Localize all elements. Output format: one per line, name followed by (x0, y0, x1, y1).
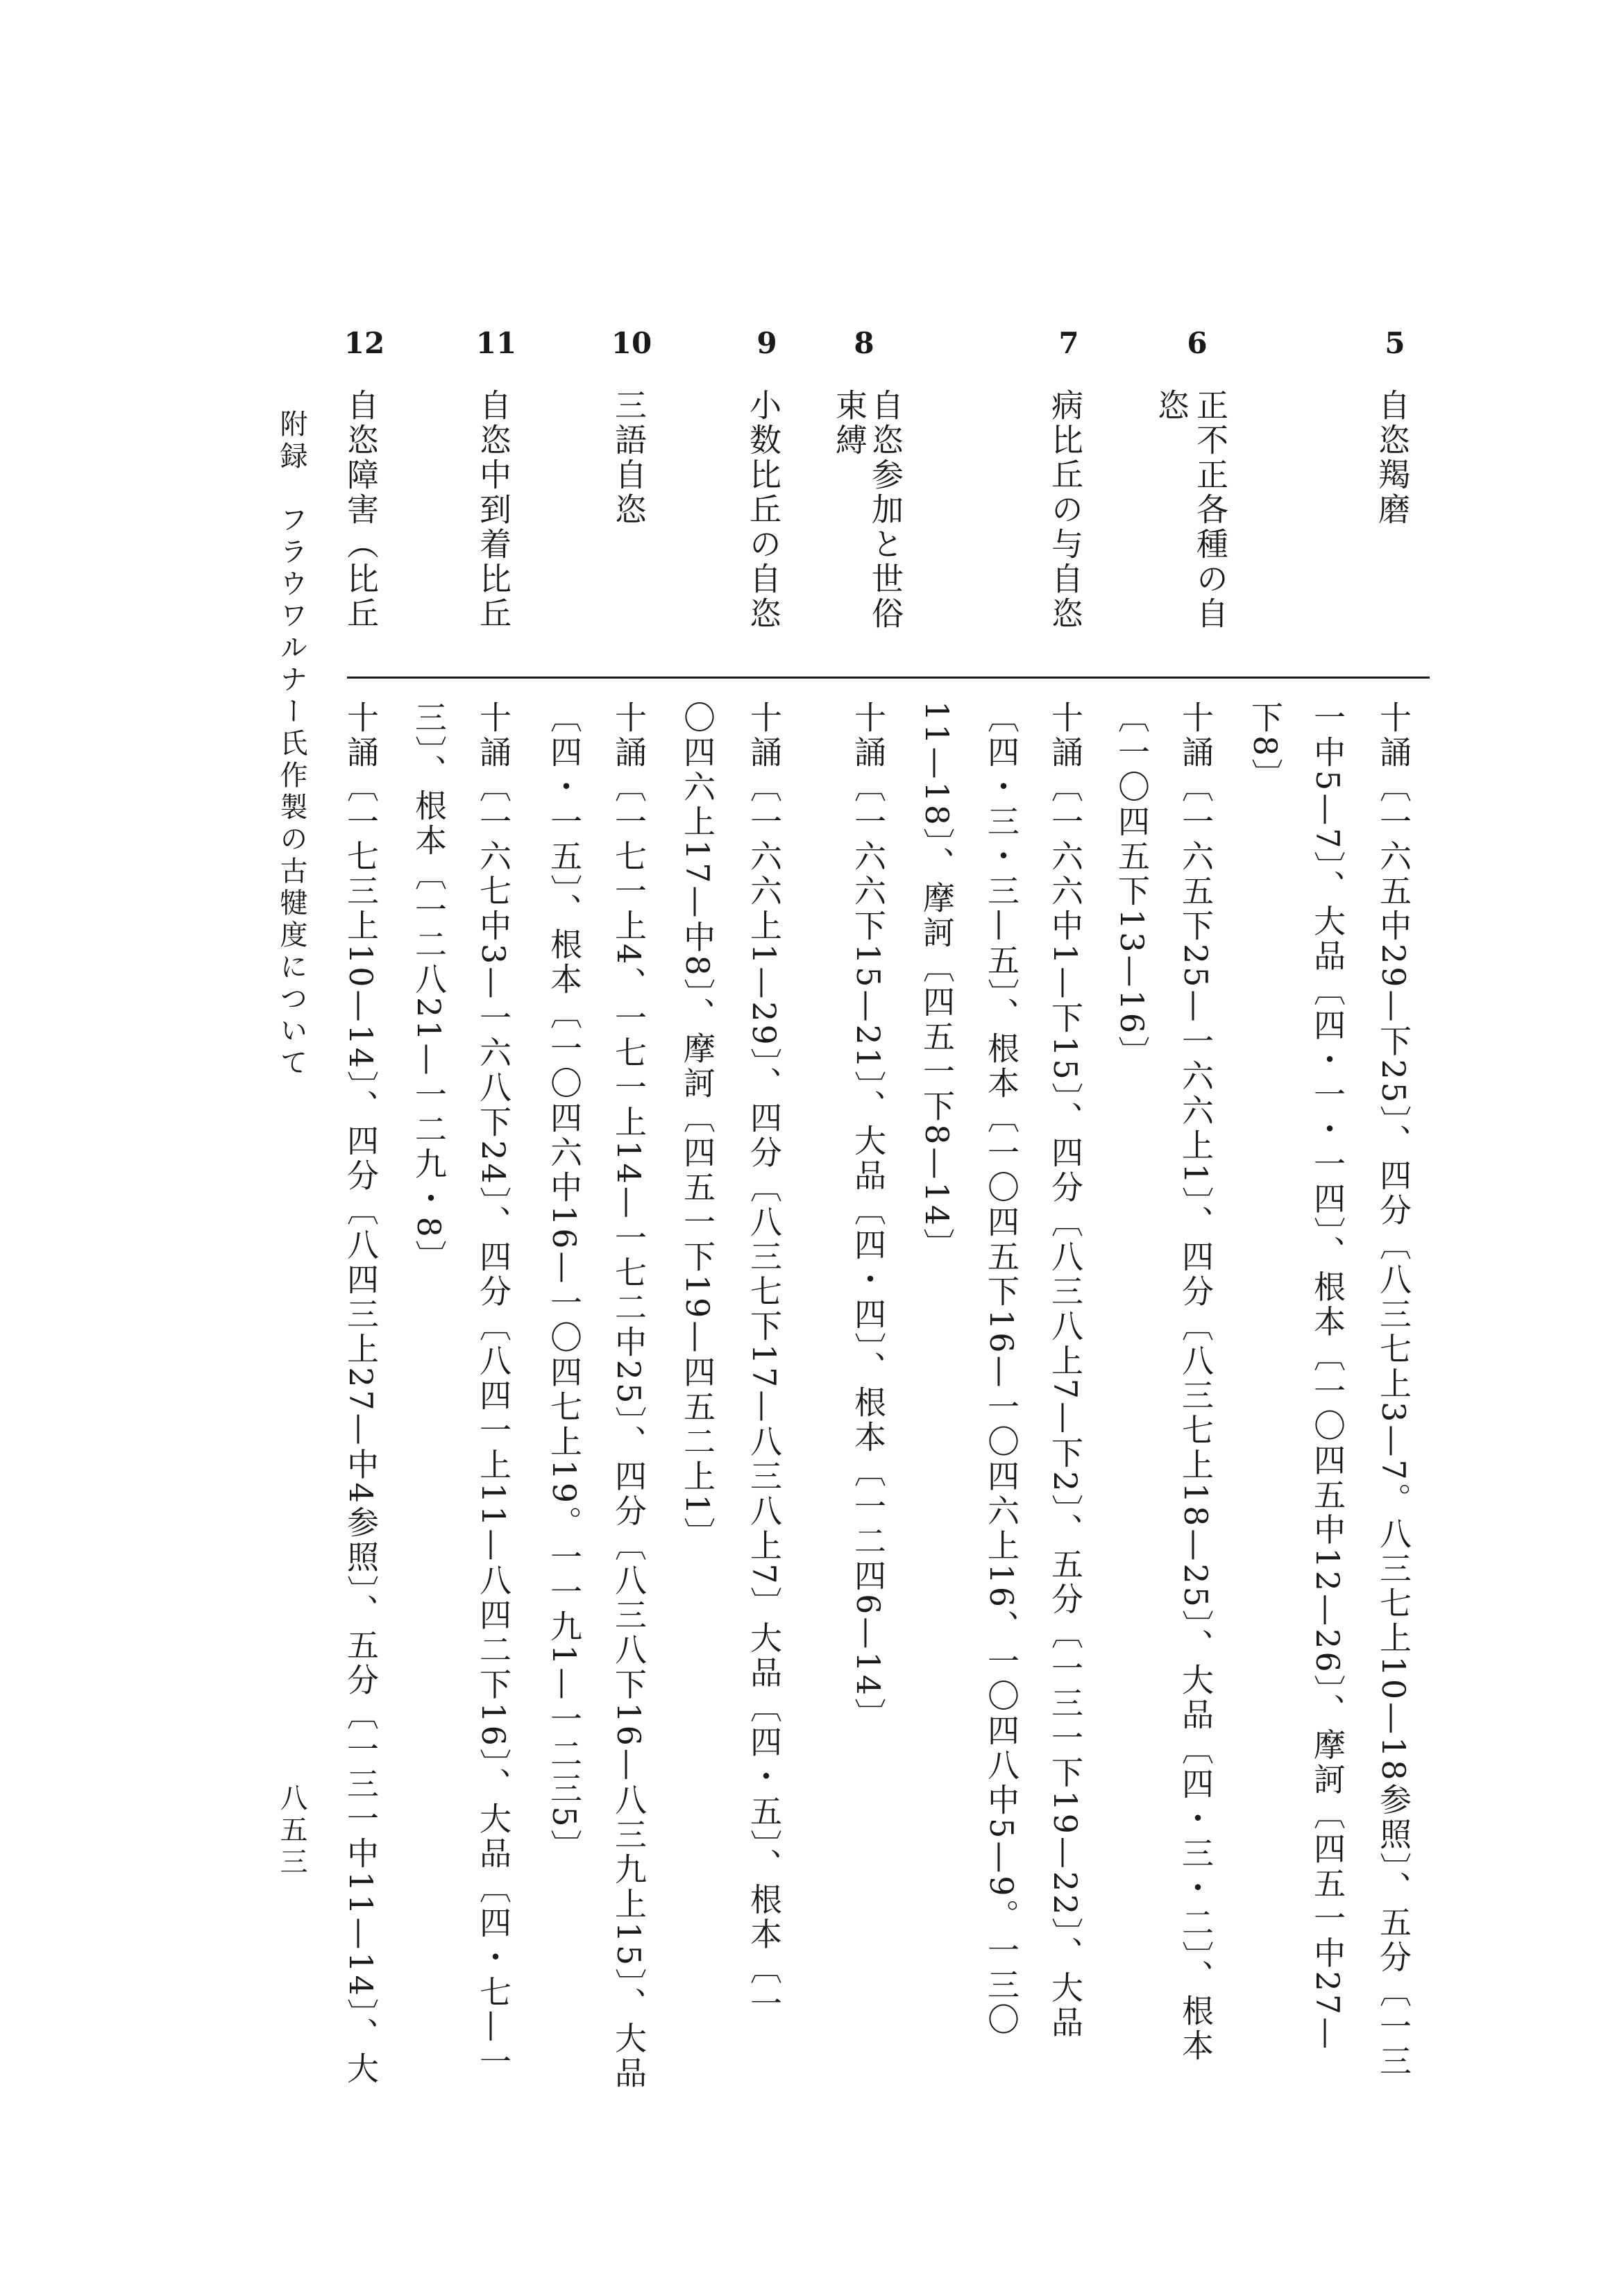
entry-body-line: 十誦〔一六七中3—一六八下24〕、四分〔八四一上11—八四二下16〕、大品〔四・七—一 (475, 701, 512, 2080)
entry-number: 9 (756, 326, 777, 360)
entry-number: 11 (475, 326, 517, 360)
entry-body-line: 三〕、根本〔一二八21—一二九・8〕 (410, 701, 448, 1275)
page-number: 八五三 (276, 1783, 307, 1879)
entry-body-line: 〔一〇四五下13—16〕 (1113, 701, 1151, 1071)
entry-body-line: 十誦〔一六五下25—一六六上1〕、四分〔八三七上18—25〕、大品〔四・三・二〕、根本 (1177, 701, 1215, 2064)
entry-body-line: 〇四六上17—中8〕、摩訶〔四五一下19—四五二上1〕 (679, 701, 716, 1552)
entry-title: 自恣参加と世俗 束縛 (831, 389, 904, 631)
entry-number: 8 (854, 326, 874, 360)
entry-body-line: 一中5—7〕、大品〔四・一・一四〕、根本〔一〇四五中12—26〕、摩訶〔四五一中27— (1309, 701, 1346, 2052)
entry-number: 10 (611, 326, 652, 360)
entry-body-line: 十誦〔一六五中29—下25〕、四分〔八三七上3—7。八三七上10—18参照〕、五分〔一三 (1375, 701, 1412, 2080)
entry-title: 自恣障害（比丘 (342, 389, 380, 631)
entry-body-line: 十誦〔一六六上1—29〕、四分〔八三七下17—八三八上7〕大品〔四・五〕、根本〔一 (745, 701, 783, 2022)
entry-body-line: 十誦〔一七一上4、一七一上14—一七二中25〕、四分〔八三八下16—八三九上15〕、大品 (610, 701, 648, 2091)
entry-title: 正不正各種の自 恣 (1153, 389, 1229, 631)
entry-body-line: 〔四・三・三—五〕、根本〔一〇四五下16—一〇四六上16、一〇四八中5—9。一三〇 (983, 701, 1020, 2038)
entry-body-line: 十誦〔一六六中1—下15〕、四分〔八三八上7—下2〕、五分〔一三一下19—22〕、大品 (1047, 701, 1084, 2041)
entry-number: 5 (1385, 326, 1405, 360)
entry-title: 自恣中到着比丘 (475, 389, 512, 631)
entry-body-line: 下8〕 (1246, 701, 1284, 794)
entry-number: 12 (344, 326, 385, 360)
entry-title: 自恣羯磨 (1373, 389, 1411, 527)
entry-body-line: 十誦〔一六六下15—21〕、大品〔四・四〕、根本〔一二四6—14〕 (849, 701, 887, 1733)
entry-number: 6 (1187, 326, 1208, 360)
entry-title: 三語自恣 (610, 389, 648, 527)
divider (347, 677, 1430, 679)
entry-title: 病比丘の与自恣 (1047, 389, 1084, 631)
entry-body-line: 11—18〕、摩訶〔四五一下8—14〕 (918, 701, 956, 1263)
entry-body-line: 〔四・一五〕、根本〔一〇四六中16—一〇四七上19。一一九1—一二三5〕 (545, 701, 583, 1864)
entry-body-line: 十誦〔一七三上10—14〕、四分〔八四三上27—中4参照〕、五分〔一三一中11—14〕、大 (342, 701, 380, 2086)
entry-title: 小数比丘の自恣 (745, 389, 782, 631)
entry-number: 7 (1058, 326, 1079, 360)
running-section-title: 附録 フラウワルナー氏作製の古犍度について (276, 409, 307, 1080)
